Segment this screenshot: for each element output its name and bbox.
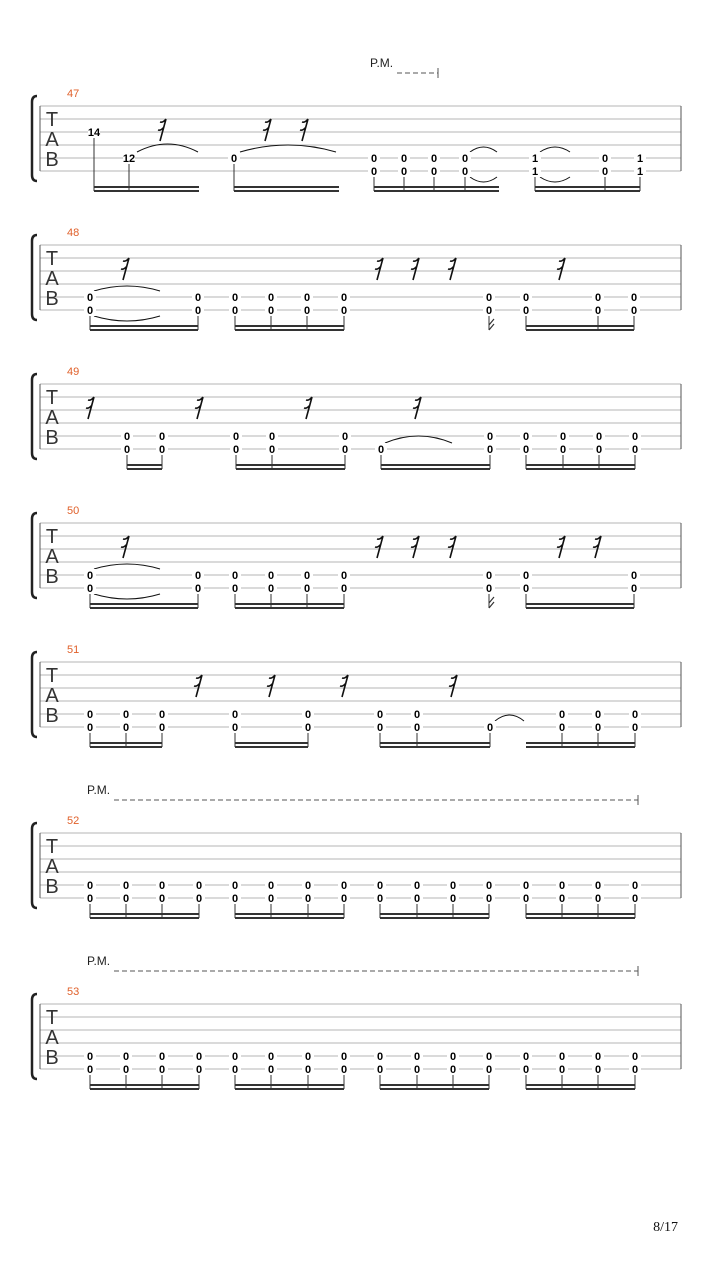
fret-number: 0	[449, 1051, 457, 1063]
measure-number: 50	[67, 505, 80, 517]
fret-number: 0	[195, 880, 203, 892]
system-50	[32, 505, 681, 608]
fret-number: 0	[231, 880, 239, 892]
sixteenth-rest	[411, 536, 419, 558]
fret-number: 12	[122, 153, 136, 165]
fret-number: 0	[601, 166, 609, 178]
fret-number: 0	[303, 292, 311, 304]
fret-number: 0	[232, 444, 240, 456]
tab-letter-b: B	[45, 566, 59, 588]
fret-number: 0	[231, 893, 239, 905]
fret-number: 0	[376, 1064, 384, 1076]
fret-number: 0	[123, 431, 131, 443]
palm-mute-label: P.M.	[370, 56, 394, 70]
fret-number: 1	[636, 166, 644, 178]
fret-number: 0	[449, 880, 457, 892]
measure-number: 51	[67, 644, 80, 656]
fret-number: 0	[631, 893, 639, 905]
measure-number: 53	[67, 986, 80, 998]
fret-number: 0	[400, 153, 408, 165]
fret-number: 0	[122, 1051, 130, 1063]
system-bracket	[32, 513, 37, 598]
tab-letter-b: B	[45, 1047, 59, 1069]
fret-number: 0	[232, 431, 240, 443]
fret-number: 0	[485, 893, 493, 905]
fret-number: 0	[86, 1064, 94, 1076]
measure-number: 47	[67, 88, 80, 100]
fret-number: 0	[485, 880, 493, 892]
fret-number: 0	[340, 1051, 348, 1063]
tab-letter-b: B	[45, 288, 59, 310]
fret-number: 0	[158, 880, 166, 892]
sixteenth-rest	[448, 258, 456, 280]
fret-number: 0	[558, 893, 566, 905]
fret-number: 0	[486, 431, 494, 443]
fret-number: 0	[631, 880, 639, 892]
fret-number: 0	[558, 1051, 566, 1063]
tab-letter-t: T	[45, 248, 59, 270]
fret-number: 0	[522, 583, 530, 595]
system-49	[32, 366, 681, 469]
fret-number: 0	[485, 570, 493, 582]
fret-number: 0	[485, 1064, 493, 1076]
sixteenth-rest	[121, 258, 129, 280]
sixteenth-rest	[263, 119, 271, 141]
fret-number: 0	[522, 1064, 530, 1076]
sixteenth-rest	[557, 258, 565, 280]
fret-number: 0	[630, 305, 638, 317]
tie	[94, 316, 160, 321]
sixteenth-rest	[300, 119, 308, 141]
fret-number: 0	[594, 1064, 602, 1076]
fret-number: 0	[267, 570, 275, 582]
fret-number: 0	[485, 305, 493, 317]
fret-number: 0	[303, 583, 311, 595]
sixteenth-rest	[304, 397, 312, 419]
fret-number: 0	[304, 893, 312, 905]
tie	[470, 147, 497, 152]
fret-number: 0	[558, 709, 566, 721]
fret-number: 0	[195, 893, 203, 905]
fret-number: 0	[485, 1051, 493, 1063]
fret-number: 0	[340, 880, 348, 892]
fret-number: 0	[158, 893, 166, 905]
measure-number: 49	[67, 366, 80, 378]
tie	[385, 436, 452, 443]
fret-number: 0	[413, 722, 421, 734]
fret-number: 0	[413, 880, 421, 892]
fret-number: 1	[531, 153, 539, 165]
fret-number: 0	[370, 166, 378, 178]
sixteenth-rest	[86, 397, 94, 419]
fret-number: 0	[376, 1051, 384, 1063]
fret-number: 0	[594, 722, 602, 734]
tie	[94, 564, 160, 569]
fret-number: 0	[376, 893, 384, 905]
fret-number: 0	[486, 722, 494, 734]
tab-letter-b: B	[45, 149, 59, 171]
system-bracket	[32, 374, 37, 459]
fret-number: 0	[267, 893, 275, 905]
system-48	[32, 227, 681, 330]
fret-number: 0	[303, 570, 311, 582]
fret-number: 0	[86, 305, 94, 317]
fret-number: 0	[267, 1064, 275, 1076]
palm-mute-label: P.M.	[87, 954, 111, 968]
sixteenth-rest	[449, 675, 457, 697]
fret-number: 0	[194, 583, 202, 595]
tie	[540, 147, 570, 152]
fret-number: 0	[485, 583, 493, 595]
sixteenth-rest	[267, 675, 275, 697]
fret-number: 0	[630, 583, 638, 595]
fret-number: 0	[122, 709, 130, 721]
fret-number: 0	[594, 880, 602, 892]
fret-number: 0	[413, 893, 421, 905]
fret-number: 0	[304, 722, 312, 734]
fret-number: 0	[340, 1064, 348, 1076]
fret-number: 0	[267, 583, 275, 595]
system-bracket	[32, 96, 37, 181]
fret-number: 0	[594, 893, 602, 905]
sixteenth-rest	[557, 536, 565, 558]
system-51	[32, 644, 681, 747]
tab-letter-a: A	[45, 685, 59, 707]
fret-number: 0	[522, 893, 530, 905]
tie	[495, 715, 524, 721]
measure-number: 52	[67, 815, 80, 827]
flag	[489, 597, 494, 608]
tie	[94, 286, 160, 291]
tie	[540, 177, 570, 182]
system-bracket	[32, 994, 37, 1079]
tab-letter-a: A	[45, 129, 59, 151]
fret-number: 0	[340, 570, 348, 582]
tie	[240, 145, 336, 152]
sixteenth-rest	[448, 536, 456, 558]
tab-letter-a: A	[45, 546, 59, 568]
fret-number: 0	[231, 305, 239, 317]
fret-number: 0	[231, 583, 239, 595]
tie	[470, 177, 497, 182]
fret-number: 0	[558, 722, 566, 734]
fret-number: 0	[341, 444, 349, 456]
fret-number: 0	[231, 570, 239, 582]
fret-number: 0	[430, 153, 438, 165]
fret-number: 0	[522, 431, 530, 443]
sixteenth-rest	[195, 397, 203, 419]
fret-number: 0	[376, 880, 384, 892]
system-47	[32, 56, 681, 191]
fret-number: 0	[122, 880, 130, 892]
fret-number: 0	[522, 880, 530, 892]
fret-number: 0	[522, 292, 530, 304]
fret-number: 0	[267, 880, 275, 892]
fret-number: 0	[86, 583, 94, 595]
fret-number: 1	[531, 166, 539, 178]
fret-number: 0	[522, 444, 530, 456]
fret-number: 0	[158, 709, 166, 721]
fret-number: 0	[595, 431, 603, 443]
fret-number: 0	[558, 880, 566, 892]
fret-number: 0	[413, 709, 421, 721]
fret-number: 0	[231, 1051, 239, 1063]
fret-number: 0	[631, 1064, 639, 1076]
fret-number: 0	[231, 709, 239, 721]
tab-letter-a: A	[45, 856, 59, 878]
system-bracket	[32, 235, 37, 320]
fret-number: 1	[636, 153, 644, 165]
fret-number: 0	[268, 444, 276, 456]
fret-number: 0	[303, 305, 311, 317]
tab-letter-a: A	[45, 268, 59, 290]
fret-number: 0	[558, 1064, 566, 1076]
fret-number: 0	[631, 444, 639, 456]
fret-number: 0	[376, 709, 384, 721]
fret-number: 0	[601, 153, 609, 165]
fret-number: 0	[194, 305, 202, 317]
fret-number: 0	[304, 709, 312, 721]
fret-number: 0	[194, 292, 202, 304]
system-bracket	[32, 823, 37, 908]
fret-number: 0	[400, 166, 408, 178]
fret-number: 0	[631, 709, 639, 721]
fret-number: 0	[631, 431, 639, 443]
fret-number: 0	[158, 722, 166, 734]
sixteenth-rest	[121, 536, 129, 558]
fret-number: 0	[86, 893, 94, 905]
fret-number: 14	[87, 127, 101, 139]
fret-number: 0	[231, 722, 239, 734]
fret-number: 0	[340, 583, 348, 595]
sixteenth-rest	[158, 119, 166, 141]
fret-number: 0	[304, 1064, 312, 1076]
fret-number: 0	[86, 880, 94, 892]
fret-number: 0	[594, 305, 602, 317]
fret-number: 0	[158, 1064, 166, 1076]
fret-number: 0	[461, 166, 469, 178]
fret-number: 0	[195, 1064, 203, 1076]
system-bracket	[32, 652, 37, 737]
flag	[489, 319, 494, 330]
sixteenth-rest	[375, 536, 383, 558]
fret-number: 0	[231, 1064, 239, 1076]
fret-number: 0	[630, 570, 638, 582]
sixteenth-rest	[413, 397, 421, 419]
fret-number: 0	[122, 722, 130, 734]
page-number: 8/17	[653, 1220, 678, 1235]
fret-number: 0	[377, 444, 385, 456]
fret-number: 0	[594, 709, 602, 721]
fret-number: 0	[370, 153, 378, 165]
fret-number: 0	[86, 292, 94, 304]
sixteenth-rest	[375, 258, 383, 280]
sixteenth-rest	[194, 675, 202, 697]
sixteenth-rest	[593, 536, 601, 558]
fret-number: 0	[449, 1064, 457, 1076]
fret-number: 0	[267, 1051, 275, 1063]
fret-number: 0	[158, 431, 166, 443]
fret-number: 0	[413, 1051, 421, 1063]
fret-number: 0	[461, 153, 469, 165]
fret-number: 0	[340, 292, 348, 304]
fret-number: 0	[522, 1051, 530, 1063]
tab-letter-t: T	[45, 1007, 59, 1029]
tab-letter-a: A	[45, 1027, 59, 1049]
fret-number: 0	[594, 1051, 602, 1063]
fret-number: 0	[86, 709, 94, 721]
fret-number: 0	[122, 1064, 130, 1076]
tie	[94, 594, 160, 599]
tab-letter-t: T	[45, 387, 59, 409]
tab-letter-t: T	[45, 526, 59, 548]
measure-number: 48	[67, 227, 80, 239]
fret-number: 0	[194, 570, 202, 582]
fret-number: 0	[630, 292, 638, 304]
sixteenth-rest	[411, 258, 419, 280]
fret-number: 0	[631, 1051, 639, 1063]
fret-number: 0	[340, 305, 348, 317]
tab-letter-t: T	[45, 109, 59, 131]
fret-number: 0	[430, 166, 438, 178]
fret-number: 0	[158, 444, 166, 456]
tab-letter-t: T	[45, 665, 59, 687]
system-52	[32, 783, 681, 918]
sixteenth-rest	[340, 675, 348, 697]
fret-number: 0	[268, 431, 276, 443]
fret-number: 0	[413, 1064, 421, 1076]
fret-number: 0	[230, 153, 238, 165]
fret-number: 0	[267, 292, 275, 304]
fret-number: 0	[485, 292, 493, 304]
system-53	[32, 954, 681, 1089]
fret-number: 0	[86, 722, 94, 734]
fret-number: 0	[340, 893, 348, 905]
fret-number: 0	[195, 1051, 203, 1063]
fret-number: 0	[231, 292, 239, 304]
fret-number: 0	[376, 722, 384, 734]
tab-letter-a: A	[45, 407, 59, 429]
fret-number: 0	[486, 444, 494, 456]
fret-number: 0	[86, 1051, 94, 1063]
fret-number: 0	[594, 292, 602, 304]
fret-number: 0	[559, 431, 567, 443]
fret-number: 0	[158, 1051, 166, 1063]
fret-number: 0	[595, 444, 603, 456]
fret-number: 0	[522, 570, 530, 582]
fret-number: 0	[631, 722, 639, 734]
fret-number: 0	[449, 893, 457, 905]
fret-number: 0	[559, 444, 567, 456]
tab-letter-b: B	[45, 427, 59, 449]
tab-letter-t: T	[45, 836, 59, 858]
fret-number: 0	[304, 1051, 312, 1063]
fret-number: 0	[86, 570, 94, 582]
fret-number: 0	[522, 305, 530, 317]
fret-number: 0	[341, 431, 349, 443]
fret-number: 0	[304, 880, 312, 892]
systems-layer	[32, 56, 681, 1089]
fret-number: 0	[122, 893, 130, 905]
fret-number: 0	[267, 305, 275, 317]
tab-letter-b: B	[45, 876, 59, 898]
tab-letter-b: B	[45, 705, 59, 727]
palm-mute-label: P.M.	[87, 783, 111, 797]
fret-number: 0	[123, 444, 131, 456]
